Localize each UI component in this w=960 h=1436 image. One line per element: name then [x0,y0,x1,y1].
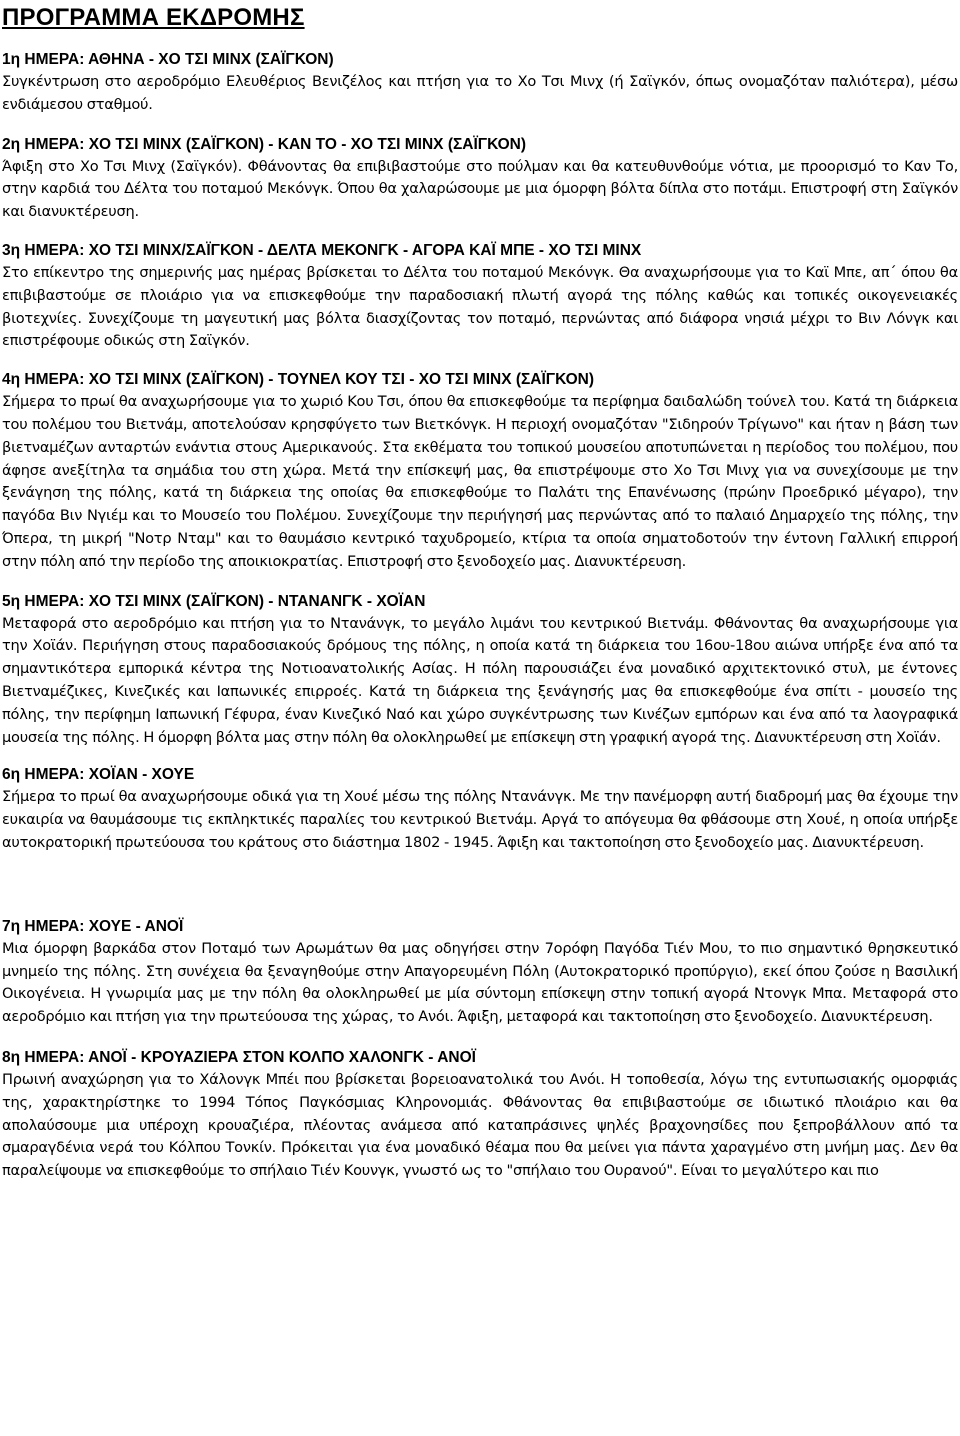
document-title: ΠΡΟΓΡΑΜΜΑ ΕΚΔΡΟΜΗΣ [2,4,305,31]
day-2-heading: 2η ΗΜΕΡΑ: ΧΟ ΤΣΙ ΜΙΝΧ (ΣΑΪΓΚΟΝ) - ΚΑΝ ΤΟ - ΧΟ ΤΣΙ ΜΙΝΧ (ΣΑΪΓΚΟΝ) [2,135,526,153]
day-6-text: Σήμερα το πρωί θα αναχωρήσουμε οδικά για τη Χουέ μέσω της πόλης Ντανάνγκ. Με την πανέμορφη αυτή διαδρομή μας θα έχουμε την ευκαιρία να θαυμάσουμε τις εκπληκτικές παραλίες του κεντρικού Βιετνάμ. Αργά το απόγευμα θα φθάσουμε στη Χουέ, η οποία υπήρξε αυτοκρατορική πρωτεύουσα του κράτους στο διάστημα 1802 - 1945. Άφιξη και τακτοποίηση στο ξενοδοχείο μας. Διανυκτέρευση. [2,788,958,851]
day-3-heading: 3η ΗΜΕΡΑ: ΧΟ ΤΣΙ ΜΙΝΧ/ΣΑΪΓΚΟΝ - ΔΕΛΤΑ ΜΕΚΟΝΓΚ - ΑΓΟΡΑ ΚΑΪ ΜΠΕ - ΧΟ ΤΣΙ ΜΙΝΧ [2,241,642,259]
day-3-text: Στο επίκεντρο της σημερινής μας ημέρας βρίσκεται το Δέλτα του ποταμού Μεκόνγκ. Θα αναχωρήσουμε για το Καϊ Μπε, απ΄ όπου θα επιβιβαστούμε σε πλοιάριο για να επισκεφθούμε την παραδοσιακή πλωτή αγορά της πόλης καθώς και τοπικές οικογενειακές βιοτεχνίες. Συνεχίζουμε τη μαγευτική μας βόλτα διασχίζοντας τον ποταμό, περνώντας από διάφορα νησιά μέχρι το Βιν Λόνγκ και επιστρέφουμε οδικώς στη Σαϊγκόν. [2,263,958,350]
day-5-section [2,591,958,750]
day-8-section [2,1047,958,1183]
day-4-heading: 4η ΗΜΕΡΑ: ΧΟ ΤΣΙ ΜΙΝΧ (ΣΑΪΓΚΟΝ) - ΤΟΥΝΕΛ ΚΟΥ ΤΣΙ - ΧΟ ΤΣΙ ΜΙΝΧ (ΣΑΪΓΚΟΝ) [2,371,595,389]
day-4-section [2,369,958,573]
day-1-heading: 1η ΗΜΕΡΑ: ΑΘΗΝΑ - ΧΟ ΤΣΙ ΜΙΝΧ (ΣΑΪΓΚΟΝ) [2,51,334,68]
day-3-section [2,240,958,353]
day-2-text: Άφιξη στο Χο Τσι Μινχ (Σαϊγκόν). Φθάνοντας θα επιβιβαστούμε στο πούλμαν και θα κατευθυνθούμε νότια, με προορισμό το Καν Το, στην καρδιά του Δέλτα του ποταμού Μεκόνγκ. Όπου θα χαλαρώσουμε με μια όμορφη βόλτα δίπλα στο ποτάμι. Επιστροφή στη Σαϊγκόν και διανυκτέρευση. [2,157,958,221]
day-7-text: Μια όμορφη βαρκάδα στον Ποταμό των Αρωμάτων θα μας οδηγήσει στην 7ορόφη Παγόδα Τιέν Μου, το πιο σημαντικό θρησκευτικό μνημείο της πόλης. Στη συνέχεια θα ξεναγηθούμε στην Απαγορευμένη Πόλη (Αυτοκρατορικό προπύργιο), εκεί όπου ζούσε η Βασιλική Οικογένεια. Η γνωριμία μας με την πόλη θα ολοκληρωθεί με μία σύντομη επίσκεψη στην τοπική αγορά Ντονγκ Μπα. Μεταφορά στο αεροδρόμιο και πτήση για την πρωτεύουσα της χώρας, το Ανόι. Άφιξη, μεταφορά και τακτοποίηση στο ξενοδοχείο. Διανυκτέρευση. [2,939,958,1026]
day-5-heading: 5η ΗΜΕΡΑ: ΧΟ ΤΣΙ ΜΙΝΧ (ΣΑΪΓΚΟΝ) - ΝΤΑΝΑΝΓΚ - ΧΟΪΑΝ [2,592,426,610]
day-8-text: Πρωινή αναχώρηση για το Χάλονγκ Μπέι που βρίσκεται βορειοανατολικά του Ανόι. Η τοποθεσία, λόγω της εντυπωσιακής ομορφιάς της, χαρακτηρίστηκε το 1994 Τόπος Παγκόσμιας Κληρονομιάς. Φθάνοντας θα επιβιβαστούμε σε ιδιωτικό πλοιάριο και θα απολαύσουμε μια υπέροχη κρουαζιέρα, πλέοντας ανάμεσα από καταπράσινες ψηλές βραχονησίδες που ξεπροβάλλουν από τα σμαραγδένια νερά του Κόλπου Τονκίν. Πρόκειται για ένα μοναδικό θέαμα που θα μείνει για πάντα χαραγμένο στη μνήμη μας. Δεν θα παραλείψουμε να επισκεφθούμε το σπήλαιο Τιέν Κουνγκ, γνωστό ως το "σπήλαιο του Ουρανού". Είναι το μεγαλύτερο και πιο [2,1070,958,1180]
day-8-heading: 8η ΗΜΕΡΑ: ΑΝΟΪ - ΚΡΟΥΑΖΙΕΡΑ ΣΤΟΝ ΚΟΛΠΟ ΧΑΛΟΝΓΚ - ΑΝΟΪ [2,1048,476,1066]
day-7-section [2,916,958,1029]
day-1-text: Συγκέντρωση στο αεροδρόμιο Ελευθέριος Βενιζέλος και πτήση για το Χο Τσι Μινχ (ή Σαϊγκόν, όπως ονομαζόταν παλιότερα), μέσω ενδιάμεσου σταθμού. [2,73,958,113]
day-7-heading: 7η ΗΜΕΡΑ: ΧΟΥΕ - ΑΝΟΪ [2,917,184,935]
day-1-section [2,49,958,117]
day-4-text: Σήμερα το πρωί θα αναχωρήσουμε για το χωριό Κου Τσι, όπου θα επισκεφθούμε τα περίφημα δαιδαλώδη τούνελ του. Κατά τη διάρκεια του πολέμου του Βιετνάμ, αποτελούσαν κρησφύγετο των Βιετκόνγκ. Η περιοχή ονομαζόταν "Σιδηρούν Τρίγωνο" και ήταν η βάση των βιετναμέζων ανταρτών ενάντια στους Αμερικανούς. Στα εκθέματα του τοπικού μουσείου αποτυπώνεται η περίοδος του πολέμου, που άφησε ανεξίτηλα τα σημάδια του στη χώρα. Μετά την επίσκεψή μας, θα επιστρέψουμε στο Χο Τσι Μινχ για να συνεχίσουμε με την ξενάγηση της πόλης, κατά τη διάρκεια της οποίας θα επισκεφθούμε το Παλάτι της Επανένωσης (πρώην Προεδρικό μέγαρο), την παγόδα Βιν Νγιέμ και το Μουσείο του Πολέμου. Συνεχίζουμε την περιήγησή μας περνώντας από το παλαιό Δημαρχείο της πόλης, την Όπερα, τη μικρή "Νοτρ Νταμ" και το θαυμάσιο κεντρικό ταχυδρομείο, κτίρια τα οποία σηματοδοτούν την έντονη Γαλλική επιρροή στην πόλη από την περίοδο της αποικιοκρατίας. Επιστροφή στο ξενοδοχείο μας. Διανυκτέρευση. [2,393,958,570]
day-6-heading: 6η ΗΜΕΡΑ: ΧΟΪΑΝ - ΧΟΥΕ [2,766,195,784]
day-5-text: Μεταφορά στο αεροδρόμιο και πτήση για το Ντανάνγκ, το μεγάλο λιμάνι του κεντρικού Βιετνάμ. Φθάνοντας θα αναχωρήσουμε για την Χοϊάν. Περιήγηση στους παραδοσιακούς δρόμους της πόλης, η οποία κατά τη διάρκεια του 16ου-18ου αιώνα υπήρξε ένα από τα σημαντικότερα εμπορικά κέντρα της Νοτιοανατολικής Ασίας. Η πόλη παρουσιάζει ένα μοναδικό αρχιτεκτονικό στυλ, με έντονες Βιετναμέζικες, Κινεζικές και Ιαπωνικές επιρροές. Κατά τη διάρκεια της ξενάγησής μας θα επισκεφθούμε ένα σπίτι - μουσείο της πόλης, την περίφημη Ιαπωνική Γέφυρα, έναν Κινεζικό Ναό και χώρο συγκέντρωσης των Κινέζων εμπόρων και ένα από τα λαογραφικά μουσεία της πόλης. Η όμορφη βόλτα μας στην πόλη θα ολοκληρωθεί με επίσκεψη στη γραφική αγορά της. Διανυκτέρευση στη Χοϊάν. [2,614,958,746]
day-2-section [2,134,958,224]
day-6-section [2,764,958,854]
